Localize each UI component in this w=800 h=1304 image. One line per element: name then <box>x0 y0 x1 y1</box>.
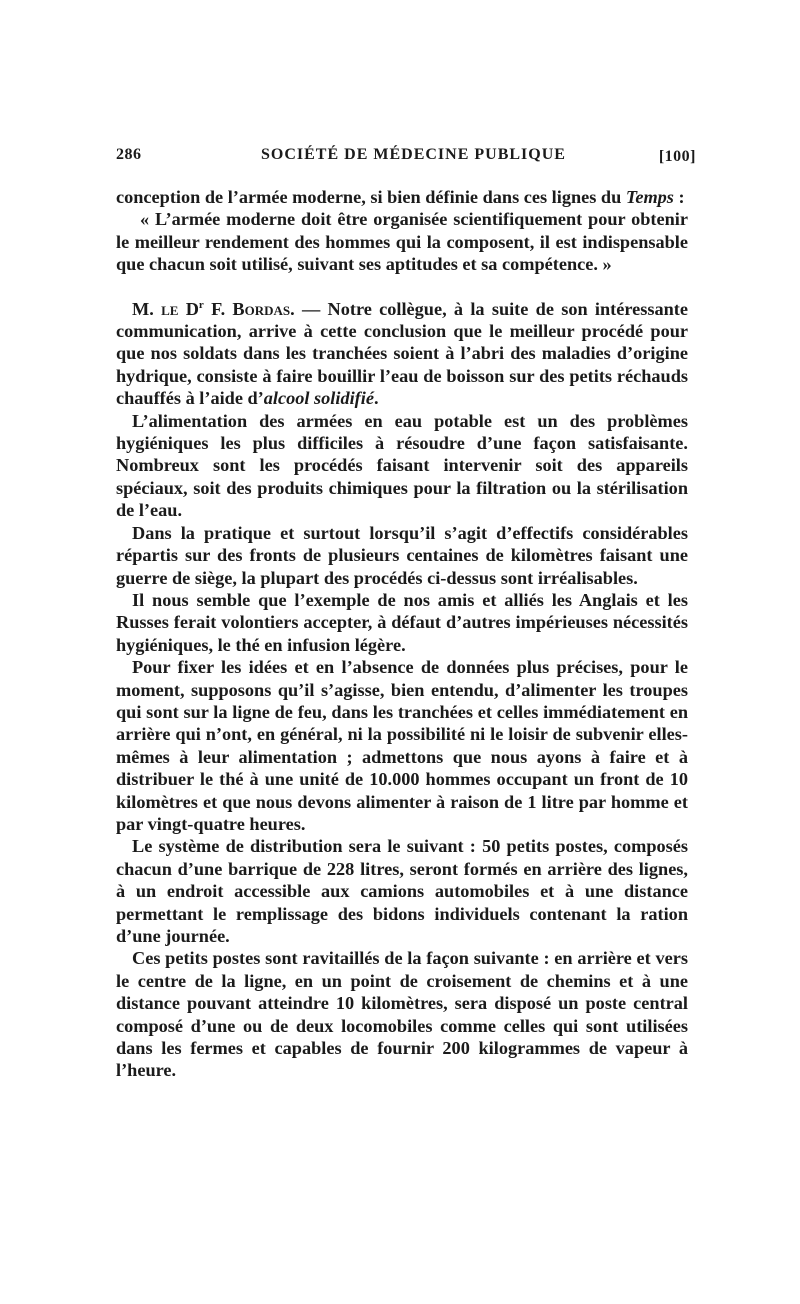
italic-text: alcool solidifié <box>263 388 374 409</box>
speaker-superscript: r <box>198 298 204 311</box>
paragraph: Il nous semble que l’exemple de nos amis et alliés les Anglais et les Russes ferait volontiers accepter, à défaut d’autres impérieuses nécessités hygiéniques, le thé en infusion légère. <box>116 589 688 655</box>
running-title: SOCIÉTÉ DE MÉDECINE PUBLIQUE <box>261 146 566 163</box>
paragraph: L’alimentation des armées en eau potable est un des problèmes hygiéniques les plus difficiles à résoudre d’une façon satisfaisante. Nombreux sont les procédés faisant intervenir soit des appareils spéciaux, soit des produits chimiques pour la filtration ou la stérilisation de l’eau. <box>116 410 688 521</box>
text-span: . — Notre collègue, à la suite de son intéressante communication, arrive à cette conclusion que le meilleur procédé pour que nos soldats dans les tranchées soient à l’abri des maladies d’origine hydrique, consiste à faire bouillir l’eau de boisson sur des petits réchauds chauffés à l’aide d’ <box>116 298 688 409</box>
section-number: [100] <box>658 148 696 165</box>
paragraph: Ces petits postes sont ravitaillés de la façon suivante : en arrière et vers le centre de la ligne, en un point de croisement de chemins et à une distance pouvant atteindre 10 kilomètres, sera disposé un poste central composé d’une ou de deux locomobiles comme celles qui sont utilisées dans les fermes et capables de fournir 200 kilogrammes de vapeur à l’heure. <box>116 948 688 1081</box>
italic-text: Temps <box>625 187 674 207</box>
text-span: : <box>673 187 685 207</box>
paragraph-gap <box>116 276 688 298</box>
paragraph: Dans la pratique et surtout lorsqu’il s’agit d’effectifs considérables répartis sur des fronts de plusieurs centaines de kilomètres faisant une guerre de siège, la plupart des procédés ci-dessus sont irréalisables. <box>116 522 688 588</box>
paragraph-speaker <box>116 298 688 410</box>
document-page <box>116 146 696 1082</box>
paragraph-quote: « L’armée moderne doit être organisée scientifiquement pour obtenir le meilleur rendement des hommes qui la composent, il est indispensable que chacun soit utilisé, suivant ses aptitudes et sa compétence. » <box>116 209 688 275</box>
speaker-prefix: M. le D <box>132 298 199 319</box>
speaker-name: F. Bordas <box>203 298 291 319</box>
paragraph: Pour fixer les idées et en l’absence de données plus précises, pour le moment, supposons qu’il s’agisse, bien entendu, d’alimenter les troupes qui sont sur la ligne de feu, dans les tranchées et celles immédiatement en arrière qui n’ont, en général, ni la possibilité ni le loisir de subvenir elles-mêmes à leur alimentation ; admettons que nous ayons à faire et à distribuer le thé à une unité de 10.000 hommes occupant un front de 10 kilomètres et que nous devons alimenter à raison de 1 litre par homme et par vingt-quatre heures. <box>116 657 688 834</box>
page-number: 286 <box>116 146 142 163</box>
paragraph: Le système de distribution sera le suivant : 50 petits postes, composés chacun d’une barrique de 228 litres, seront formés en arrière des lignes, à un endroit accessible aux camions automobiles et à une distance permettant le remplissage des bidons individuels contenant la ration d’une journée. <box>116 836 688 946</box>
paragraph-continuation <box>116 186 688 208</box>
text-span: . <box>373 388 379 409</box>
page-header <box>116 146 696 174</box>
body-text <box>116 186 688 1082</box>
text-span: conception de l’armée moderne, si bien définie dans ces lignes du <box>116 187 626 207</box>
